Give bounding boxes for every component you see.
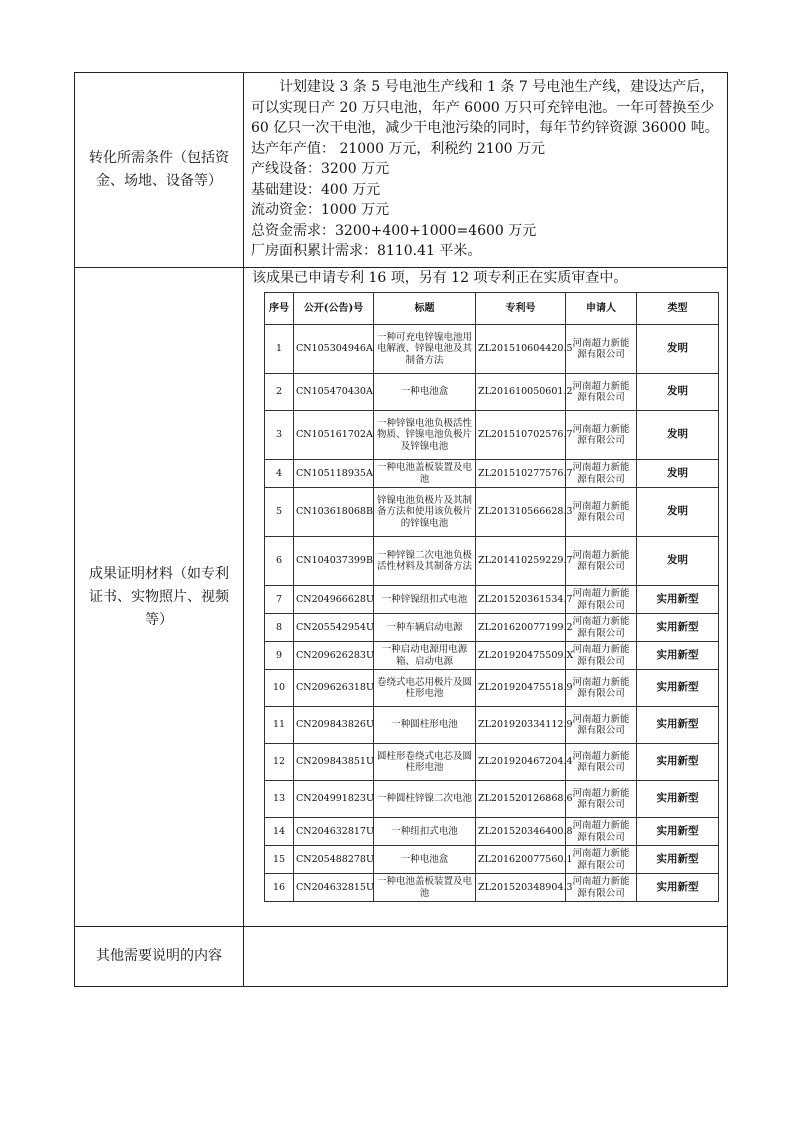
- cell-title: 一种圆柱形电池: [374, 707, 476, 744]
- cell-title: 一种可充电锌镍电池用电解液、锌镍电池及其制备方法: [374, 325, 476, 374]
- other-row: [75, 927, 728, 987]
- cell-publication-number: CN209626318U: [294, 670, 374, 707]
- cell-publication-number: CN205488278U: [294, 846, 374, 874]
- cell-publication-number: CN105304946A: [294, 325, 374, 374]
- patent-row: [265, 325, 719, 374]
- cell-publication-number: CN209626283U: [294, 642, 374, 670]
- cell-applicant: 河南超力新能源有限公司: [566, 411, 637, 460]
- cell-type: 实用新型: [637, 874, 719, 902]
- cell-title: 一种电池盖板装置及电池: [374, 874, 476, 902]
- header-type: 类型: [637, 293, 719, 325]
- patent-row: [265, 374, 719, 411]
- conditions-row: [75, 73, 728, 268]
- cell-index: 9: [265, 642, 294, 670]
- cell-index: 5: [265, 488, 294, 537]
- header-publication-number: 公开(公告)号: [294, 293, 374, 325]
- cell-patent-number: ZL201520361534.7: [476, 586, 566, 614]
- header-index: 序号: [265, 293, 294, 325]
- cell-title: 一种电池盒: [374, 374, 476, 411]
- cell-index: 16: [265, 874, 294, 902]
- cell-type: 实用新型: [637, 818, 719, 846]
- cell-applicant: 河南超力新能源有限公司: [566, 642, 637, 670]
- cell-publication-number: CN104037399B: [294, 537, 374, 586]
- cell-title: 圆柱形卷绕式电芯及圆柱形电池: [374, 744, 476, 781]
- cell-publication-number: CN209843851U: [294, 744, 374, 781]
- cell-patent-number: ZL201610050601.2: [476, 374, 566, 411]
- conditions-line: 总资金需求：3200+400+1000=4600 万元: [251, 222, 537, 239]
- cell-publication-number: CN105470430A: [294, 374, 374, 411]
- patent-row: [265, 874, 719, 902]
- proof-row: [75, 268, 728, 927]
- patent-row: [265, 846, 719, 874]
- cell-index: 11: [265, 707, 294, 744]
- cell-patent-number: ZL201510277576.7: [476, 460, 566, 488]
- cell-index: 3: [265, 411, 294, 460]
- cell-applicant: 河南超力新能源有限公司: [566, 874, 637, 902]
- cell-patent-number: ZL201520126868.6: [476, 781, 566, 818]
- cell-type: 实用新型: [637, 744, 719, 781]
- cell-type: 发明: [637, 488, 719, 537]
- patent-row: [265, 488, 719, 537]
- cell-index: 2: [265, 374, 294, 411]
- cell-type: 发明: [637, 537, 719, 586]
- conditions-content: [244, 73, 728, 268]
- header-title: 标题: [374, 293, 476, 325]
- patent-row: [265, 707, 719, 744]
- cell-type: 发明: [637, 374, 719, 411]
- cell-publication-number: CN103618068B: [294, 488, 374, 537]
- cell-publication-number: CN204632815U: [294, 874, 374, 902]
- form-table: [74, 72, 728, 987]
- cell-patent-number: ZL201510604420.5: [476, 325, 566, 374]
- cell-publication-number: CN204632817U: [294, 818, 374, 846]
- header-patent-number: 专利号: [476, 293, 566, 325]
- patent-row: [265, 460, 719, 488]
- cell-index: 6: [265, 537, 294, 586]
- cell-title: 一种锌镍纽扣式电池: [374, 586, 476, 614]
- cell-applicant: 河南超力新能源有限公司: [566, 325, 637, 374]
- cell-patent-number: ZL201920475509.X: [476, 642, 566, 670]
- conditions-label: 转化所需条件（包括资金、场地、设备等）: [75, 73, 244, 268]
- cell-type: 发明: [637, 411, 719, 460]
- conditions-line: 厂房面积累计需求：8110.41 平米。: [251, 243, 482, 259]
- cell-patent-number: ZL201310566628.3: [476, 488, 566, 537]
- patent-row: [265, 642, 719, 670]
- cell-applicant: 河南超力新能源有限公司: [566, 537, 637, 586]
- conditions-line: 产线设备：3200 万元: [251, 161, 390, 177]
- patent-row: [265, 537, 719, 586]
- cell-applicant: 河南超力新能源有限公司: [566, 846, 637, 874]
- cell-title: 一种启动电源用电源箱、启动电源: [374, 642, 476, 670]
- patent-row: [265, 744, 719, 781]
- cell-patent-number: ZL201620077199.2: [476, 614, 566, 642]
- cell-index: 12: [265, 744, 294, 781]
- cell-index: 7: [265, 586, 294, 614]
- cell-applicant: 河南超力新能源有限公司: [566, 707, 637, 744]
- cell-applicant: 河南超力新能源有限公司: [566, 488, 637, 537]
- cell-applicant: 河南超力新能源有限公司: [566, 460, 637, 488]
- cell-patent-number: ZL201920334112.9: [476, 707, 566, 744]
- patent-row: [265, 670, 719, 707]
- cell-title: 一种锌镍电池负极活性物质、锌镍电池负极片及锌镍电池: [374, 411, 476, 460]
- patent-row: [265, 818, 719, 846]
- cell-type: 实用新型: [637, 586, 719, 614]
- cell-type: 实用新型: [637, 614, 719, 642]
- cell-patent-number: ZL201410259229.7: [476, 537, 566, 586]
- cell-index: 15: [265, 846, 294, 874]
- conditions-line: 达产年产值： 21000 万元，利税约 2100 万元: [251, 140, 545, 157]
- cell-title: 一种锌镍二次电池负极活性材料及其制备方法: [374, 537, 476, 586]
- cell-type: 实用新型: [637, 670, 719, 707]
- cell-publication-number: CN209843826U: [294, 707, 374, 744]
- patent-row: [265, 781, 719, 818]
- cell-title: 卷绕式电芯用极片及圆柱形电池: [374, 670, 476, 707]
- cell-applicant: 河南超力新能源有限公司: [566, 818, 637, 846]
- cell-type: 发明: [637, 460, 719, 488]
- cell-type: 实用新型: [637, 781, 719, 818]
- cell-applicant: 河南超力新能源有限公司: [566, 670, 637, 707]
- proof-content: [244, 268, 728, 927]
- cell-title: 锌镍电池负极片及其制备方法和使用该负极片的锌镍电池: [374, 488, 476, 537]
- cell-patent-number: ZL201920467204.4: [476, 744, 566, 781]
- cell-title: 一种圆柱锌镍二次电池: [374, 781, 476, 818]
- cell-index: 1: [265, 325, 294, 374]
- cell-patent-number: ZL201510702576.7: [476, 411, 566, 460]
- cell-publication-number: CN105118935A: [294, 460, 374, 488]
- cell-publication-number: CN205542954U: [294, 614, 374, 642]
- header-applicant: 申请人: [566, 293, 637, 325]
- cell-title: 一种纽扣式电池: [374, 818, 476, 846]
- cell-type: 实用新型: [637, 707, 719, 744]
- cell-applicant: 河南超力新能源有限公司: [566, 374, 637, 411]
- patent-header-row: [265, 293, 719, 325]
- cell-index: 4: [265, 460, 294, 488]
- cell-applicant: 河南超力新能源有限公司: [566, 614, 637, 642]
- other-label: 其他需要说明的内容: [75, 927, 244, 987]
- proof-label: 成果证明材料（如专利证书、实物照片、视频等）: [75, 268, 244, 927]
- cell-type: 实用新型: [637, 642, 719, 670]
- cell-index: 8: [265, 614, 294, 642]
- cell-patent-number: ZL201920475518.9: [476, 670, 566, 707]
- patent-row: [265, 411, 719, 460]
- cell-index: 14: [265, 818, 294, 846]
- cell-publication-number: CN204991823U: [294, 781, 374, 818]
- patent-table: [264, 292, 719, 902]
- cell-patent-number: ZL201520346400.8: [476, 818, 566, 846]
- patent-row: [265, 614, 719, 642]
- cell-applicant: 河南超力新能源有限公司: [566, 744, 637, 781]
- proof-intro: 该成果已申请专利 16 项，另有 12 项专利正在实质审查中。: [252, 270, 628, 286]
- cell-title: 一种车辆启动电源: [374, 614, 476, 642]
- cell-publication-number: CN204966628U: [294, 586, 374, 614]
- cell-index: 13: [265, 781, 294, 818]
- cell-title: 一种电池盒: [374, 846, 476, 874]
- cell-index: 10: [265, 670, 294, 707]
- cell-type: 发明: [637, 325, 719, 374]
- conditions-line: 流动资金：1000 万元: [251, 202, 390, 218]
- cell-applicant: 河南超力新能源有限公司: [566, 781, 637, 818]
- other-content: [244, 927, 728, 987]
- cell-patent-number: ZL201620077560.1: [476, 846, 566, 874]
- cell-title: 一种电池盖板装置及电池: [374, 460, 476, 488]
- cell-patent-number: ZL201520348904.3: [476, 874, 566, 902]
- cell-type: 实用新型: [637, 846, 719, 874]
- cell-applicant: 河南超力新能源有限公司: [566, 586, 637, 614]
- patent-row: [265, 586, 719, 614]
- conditions-line: 基础建设：400 万元: [251, 181, 381, 198]
- cell-publication-number: CN105161702A: [294, 411, 374, 460]
- patent-body: [265, 325, 719, 902]
- conditions-paragraph: 计划建设 3 条 5 号电池生产线和 1 条 7 号电池生产线，建设达产后，可以实现日产 20 万只电池，年产 6000 万只可充锌电池。一年可替换至少 60 亿只一次干电池，减少干电池污染的同时，每年节约锌资源 36000 吨。: [251, 79, 719, 136]
